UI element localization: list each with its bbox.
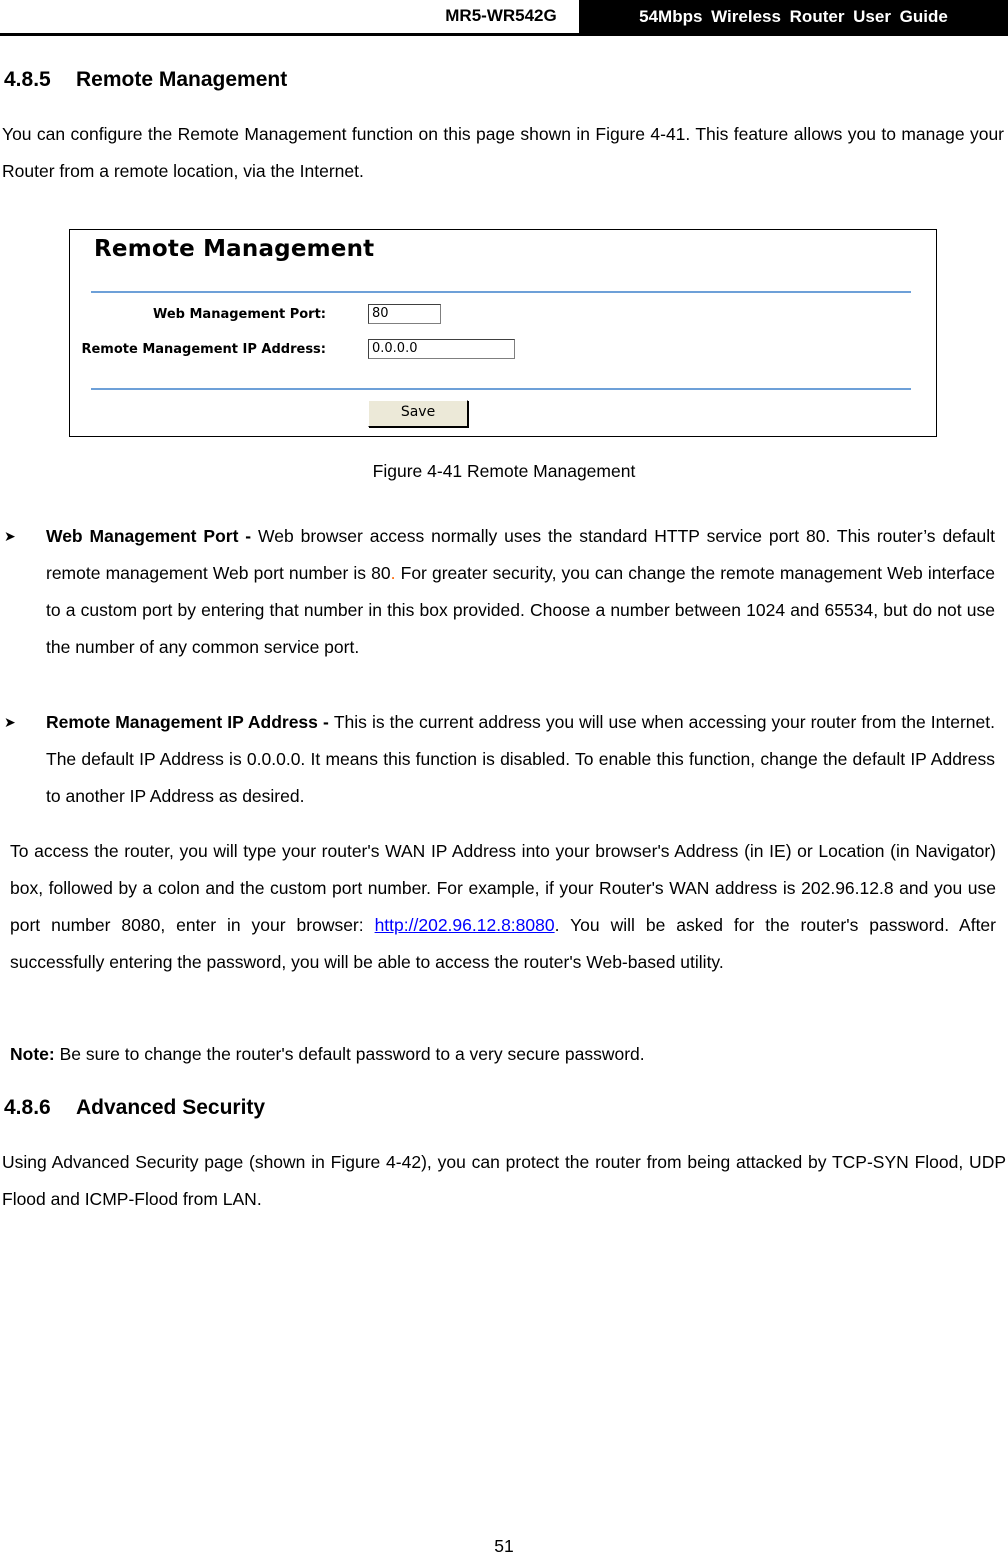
arrow-bullet-icon: ➤ (4, 528, 16, 544)
term-web-management-port: Web Management Port - (46, 526, 259, 546)
note-label: Note: (10, 1044, 55, 1064)
definition-text-continued: For greater security, you can change the remote management Web interface to a custom port by entering that number in this box provided. Choose a number between 1024 and 65534, but do not use the number of any common service port. (46, 563, 995, 657)
definition-period: . (390, 563, 396, 583)
note-text: Be sure to change the router's default password to a very secure password. (54, 1044, 645, 1064)
section-heading-advanced-security (4, 1096, 265, 1120)
access-text-continued: . You will be asked for the router's password. After successfully entering the password, you will be able to access the router's Web-based utility. (10, 915, 996, 972)
definition-text: Web browser access normally uses the standard HTTP service port 80. This router’s default remote management Web port number is 80 (46, 526, 995, 583)
section-number: 4.8.5 (4, 68, 51, 91)
access-text: To access the router, you will type your router's WAN IP Address into your browser's Address (in IE) or Location (in Navigator) box, followed by a colon and the custom port number. For example, if your Router's WAN address is 202.96.12.8 and you use port number 8080, enter in your browser: (10, 841, 996, 935)
access-paragraph (10, 833, 996, 981)
example-url-link[interactable]: http://202.96.12.8:8080 (374, 915, 555, 935)
advanced-security-intro: Using Advanced Security page (shown in Figure 4-42), you can protect the router from being attacked by TCP-SYN Flood, UDP Flood and ICMP-Flood from LAN. (2, 1152, 1006, 1209)
remote-ip-label: Remote Management IP Address: (81, 342, 326, 357)
web-management-port-input[interactable]: 80 (368, 304, 441, 324)
header-rule (0, 33, 1008, 36)
web-management-port-label: Web Management Port: (152, 307, 326, 322)
intro-paragraph: You can configure the Remote Management function on this page shown in Figure 4-41. This feature allows you to manage your Router from a remote location, via the Internet. (2, 124, 1004, 181)
definition-text: This is the current address you will use when accessing your router from the Internet. The default IP Address is 0.0.0.0. It means this function is disabled. To enable this function, change the default IP Address to another IP Address as desired. (46, 712, 996, 806)
section-title: Remote Management (76, 68, 288, 91)
remote-management-screenshot (69, 229, 937, 437)
list-item (46, 704, 995, 815)
section-number: 4.8.6 (4, 1096, 51, 1119)
remote-ip-input[interactable]: 0.0.0.0 (368, 339, 515, 359)
figure-caption: Figure 4-41 Remote Management (372, 461, 636, 481)
page-number: 51 (494, 1536, 514, 1556)
section-heading-remote-management (4, 68, 287, 92)
page-header (0, 0, 1008, 36)
panel-bottom-rule (91, 388, 911, 390)
header-model: MR5-WR542G (445, 6, 557, 25)
section-title: Advanced Security (76, 1096, 266, 1119)
term-remote-ip-address: Remote Management IP Address - (46, 712, 334, 732)
panel-title: Remote Management (94, 236, 375, 262)
header-guide-title: 54Mbps Wireless Router User Guide (579, 0, 1008, 33)
list-item (46, 518, 995, 666)
note-paragraph (10, 1036, 996, 1073)
save-button[interactable]: Save (368, 400, 468, 427)
panel-top-rule (91, 291, 911, 293)
arrow-bullet-icon: ➤ (4, 714, 16, 730)
